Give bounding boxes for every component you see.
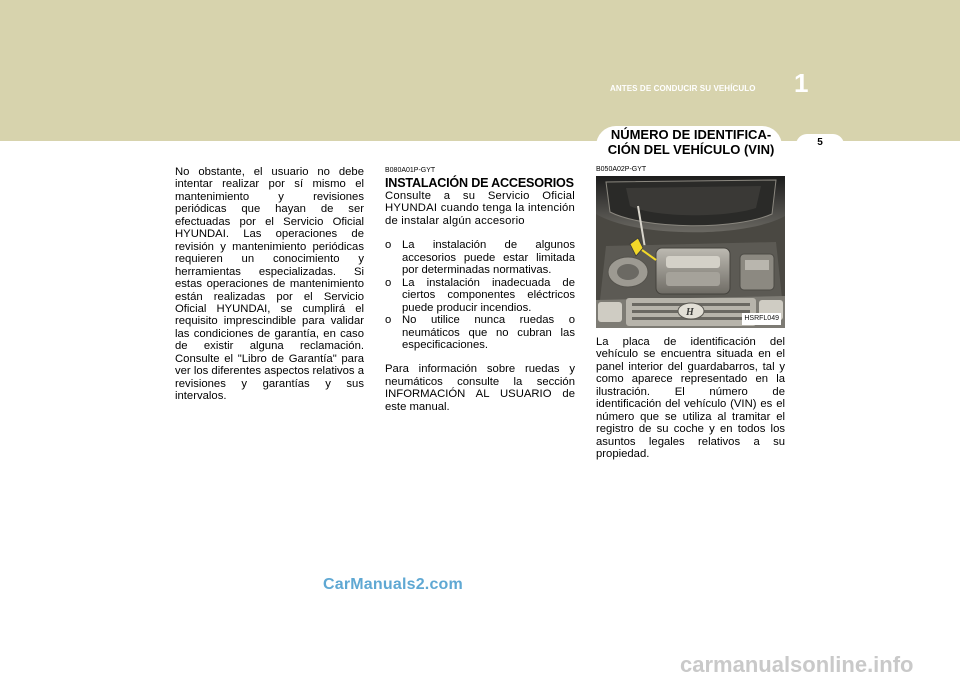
watermark-link[interactable]: CarManuals2.com [323,576,463,593]
header-band [0,0,960,141]
bullet-text: La instalación inadecuada de ciertos componentes eléctricos puede producir incendios. [402,276,575,314]
chapter-title: ANTES DE CONDUCIR SU VEHÍCULO [610,84,756,93]
section-code: B050A02P-GYT [596,166,647,173]
vin-caption: La placa de identificación del vehículo se encuentra situada en el panel interior del guardabarros, tal y como aparece representado en la ilustración. El número de identificación del vehículo (VIN) es el número que se utiliza al tramitar el registro de su coche y en todos los asuntos legales relativos a su propiedad. [596,336,785,461]
maintenance-paragraph: No obstante, el usuario no debe intentar realizar por sí mismo el mantenimiento y revisiones periódicas que hayan de ser efectuadas por el Servicio Oficial HYUNDAI. Las operaciones de revisión y mantenimiento periódicas requieren un conocimiento y herramientas especializadas. Si estas operaciones de mantenimiento están realizadas por el Servicio Oficial HYUNDAI, se cumplirá el requisito imprescindible para validar las condiciones de garantía, en caso de existir alguna reclamación. Consulte el "Libro de Garantía" para ver los diferentes aspectos relativos a revisiones y garantías y sus intervalos. [175,166,365,403]
bullet-text: No utilice nunca ruedas o neumáticos que no cubran las especificaciones. [402,314,575,351]
image-code: HSRFL049 [742,313,781,325]
section-title [602,127,780,157]
page-number: 5 [817,137,823,148]
accessories-heading: INSTALACIÓN DE ACCESORIOS [385,176,574,190]
watermark-footer: carmanualsonline.info [680,652,914,677]
list-item [385,239,575,276]
column-2 [385,166,575,413]
bullet-text: La instalación de algunos accesorios puede estar limitada por determinadas normativas. [402,239,575,277]
chapter-number: 1 [794,68,809,98]
accessories-intro: Consulte a su Servicio Oficial HYUNDAI cuando tenga la intención de instalar algún accesorio [385,190,575,227]
section-code: B080A01P-GYT [385,167,436,174]
engine-bay-photo [596,176,785,328]
list-item [385,277,575,314]
column-1 [175,166,364,403]
list-item [385,314,575,351]
engine-bay-illustration [596,176,785,328]
svg-text:H: H [686,307,694,318]
bullet-marker: o [385,314,392,327]
bullet-marker: o [385,239,392,252]
bullet-marker: o [385,276,392,289]
section-title-line1: NÚMERO DE IDENTIFICA- [610,127,772,142]
tires-info-paragraph: Para información sobre ruedas y neumáticos consulte la sección INFORMACIÓN AL USUARIO de este manual. [385,363,575,413]
column-3 [596,165,785,461]
accessories-bullet-list [385,239,575,351]
section-title-line2: CIÓN DEL VEHÍCULO (VIN) [607,142,775,157]
